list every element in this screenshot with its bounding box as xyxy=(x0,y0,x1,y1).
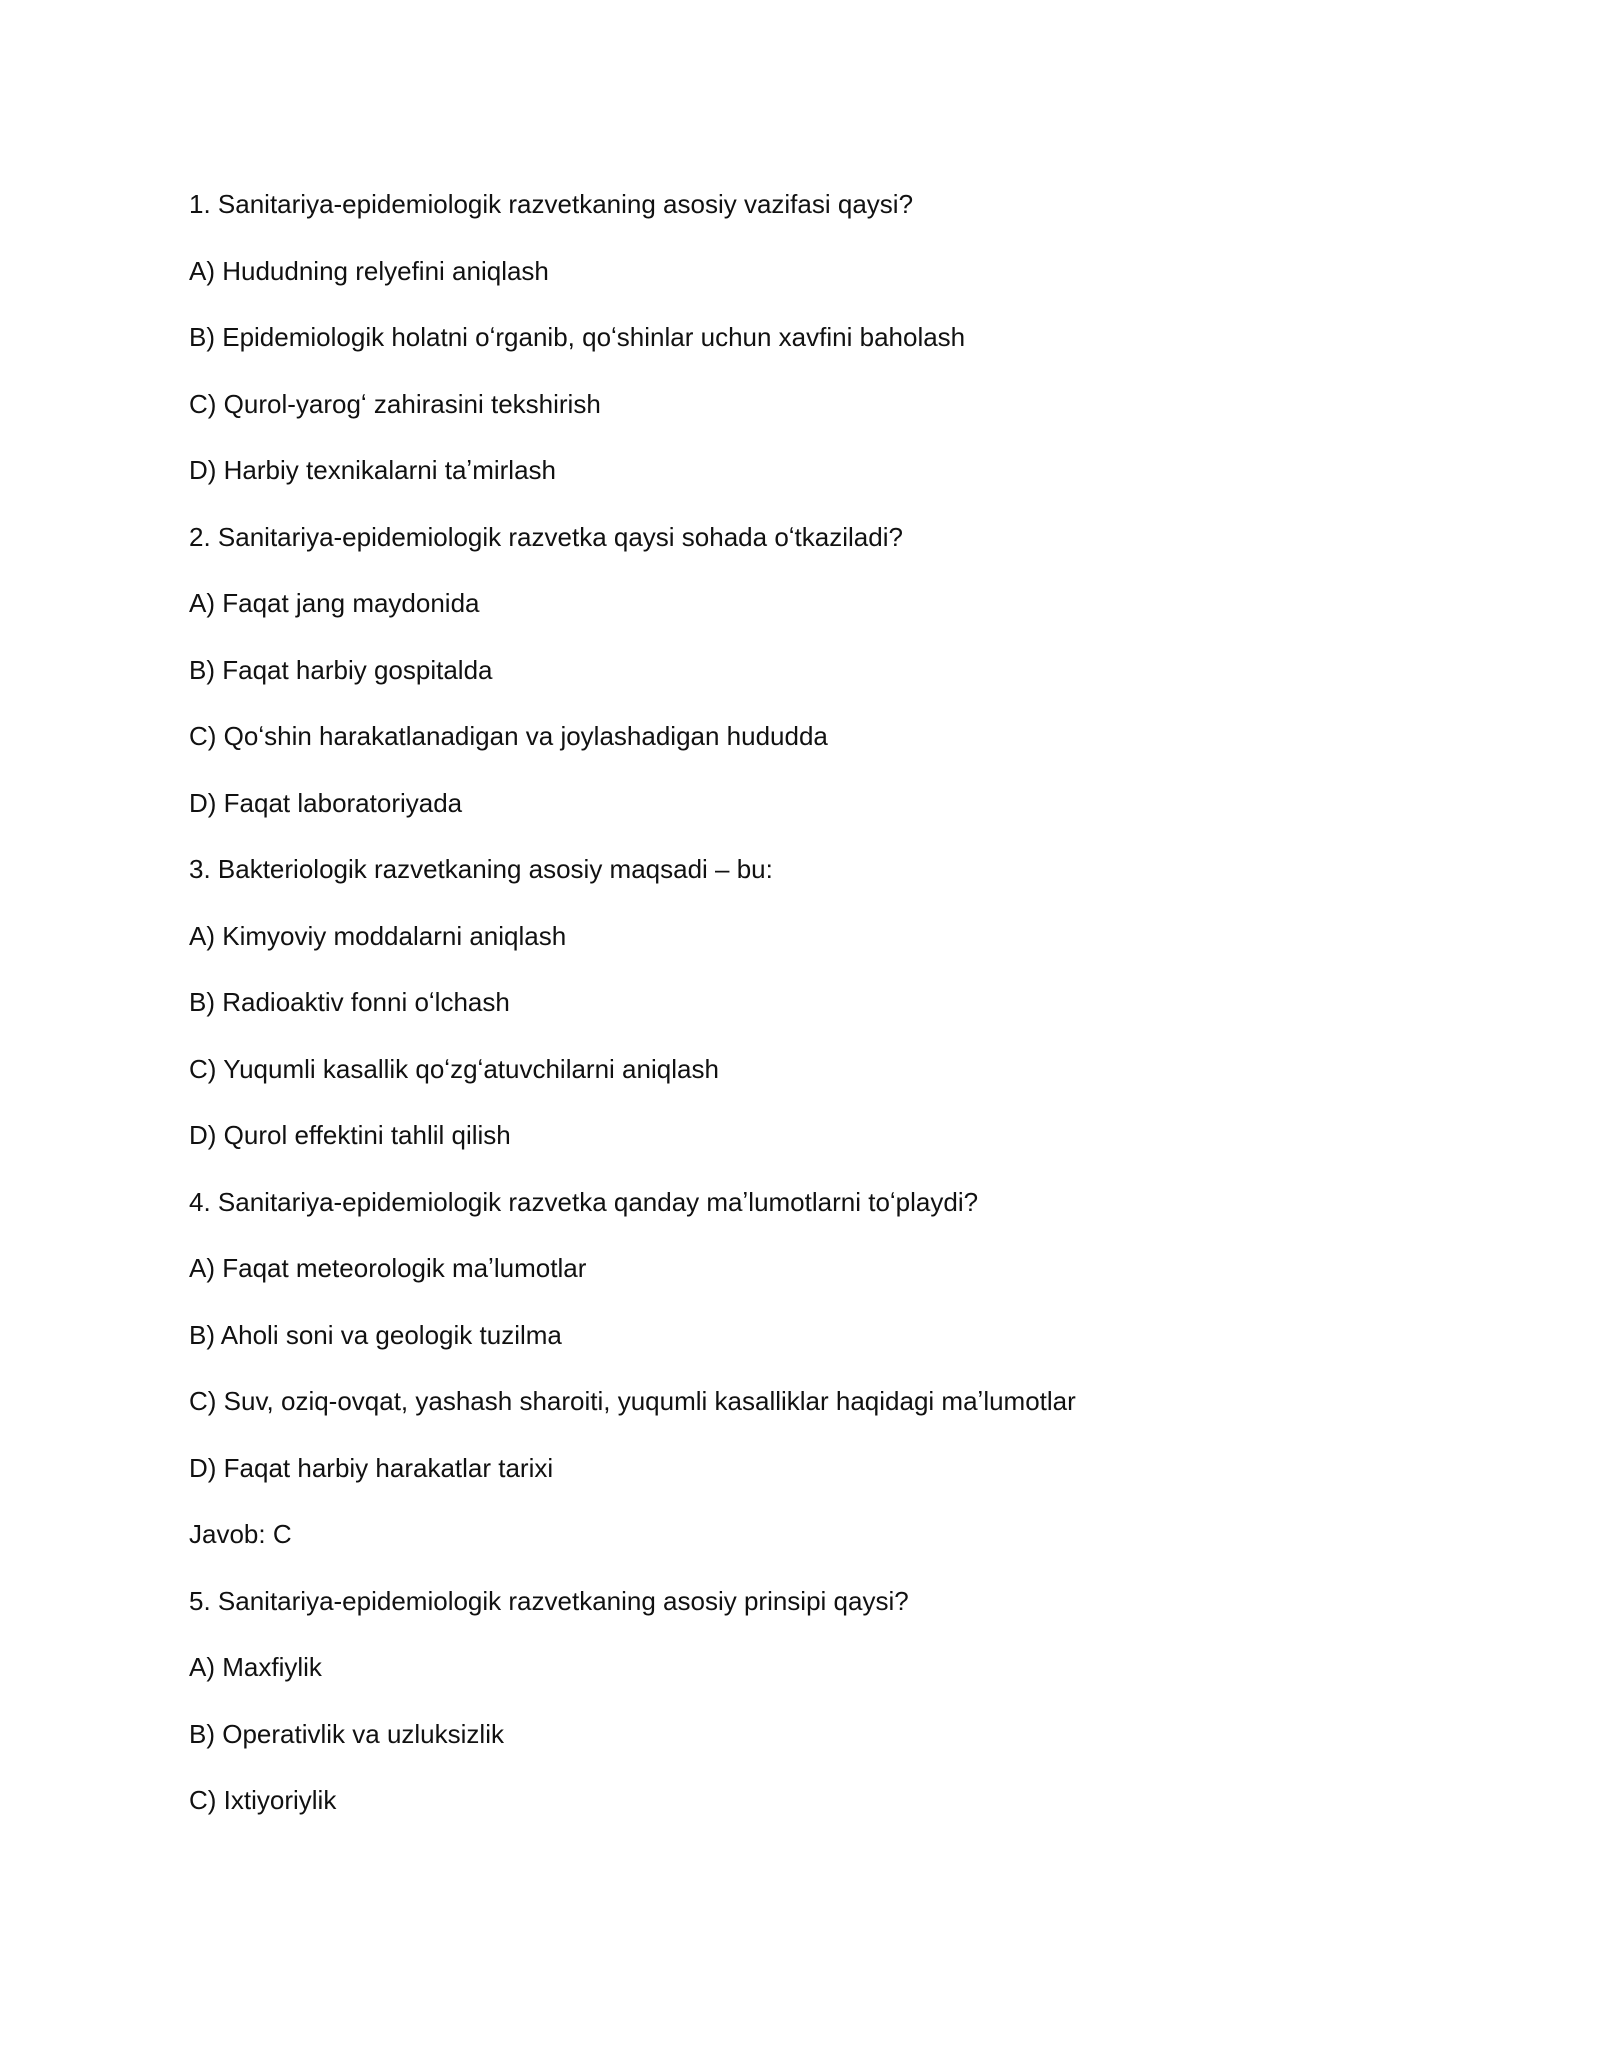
answer-option: C) Yuqumli kasallik qoʻzgʻatuvchilarni aniqlash xyxy=(189,1053,719,1084)
answer-option: D) Qurol effektini tahlil qilish xyxy=(189,1120,511,1150)
answer-option: B) Aholi soni va geologik tuzilma xyxy=(189,1319,562,1350)
answer-key: Javob: C xyxy=(189,1519,292,1549)
question-2: 2. Sanitariya-epidemiologik razvetka qaysi sohada oʻtkaziladi? xyxy=(189,521,903,552)
answer-option: D) Faqat harbiy harakatlar tarixi xyxy=(189,1452,554,1483)
answer-option: A) Faqat meteorologik maʼlumotlar xyxy=(189,1253,587,1283)
answer-option: A) Faqat jang maydonida xyxy=(189,588,480,618)
answer-option: C) Qurol-yarogʻ zahirasini tekshirish xyxy=(189,388,601,419)
answer-option: A) Hududning relyefini aniqlash xyxy=(189,255,549,286)
question-1: 1. Sanitariya-epidemiologik razvetkaning asosiy vazifasi qaysi? xyxy=(189,189,914,219)
answer-option: D) Faqat laboratoriyada xyxy=(189,787,463,818)
answer-option: B) Operativlik va uzluksizlik xyxy=(189,1718,504,1749)
document-body xyxy=(189,186,1409,1849)
answer-option: C) Qoʻshin harakatlanadigan va joylashadigan hududda xyxy=(189,721,828,751)
answer-option: D) Harbiy texnikalarni taʼmirlash xyxy=(189,455,556,485)
answer-option: C) Suv, oziq-ovqat, yashash sharoiti, yuqumli kasalliklar haqidagi maʼlumotlar xyxy=(189,1386,1076,1416)
answer-option: B) Epidemiologik holatni oʻrganib, qoʻshinlar uchun xavfini baholash xyxy=(189,322,966,352)
question-4: 4. Sanitariya-epidemiologik razvetka qanday maʼlumotlarni toʻplaydi? xyxy=(189,1186,979,1217)
answer-option: A) Kimyoviy moddalarni aniqlash xyxy=(189,920,567,951)
answer-option: B) Faqat harbiy gospitalda xyxy=(189,654,493,685)
answer-option: B) Radioaktiv fonni oʻlchash xyxy=(189,987,510,1017)
question-5: 5. Sanitariya-epidemiologik razvetkaning asosiy prinsipi qaysi? xyxy=(189,1585,909,1616)
answer-option: C) Ixtiyoriylik xyxy=(189,1785,337,1815)
answer-option: A) Maxfiylik xyxy=(189,1652,322,1682)
question-3: 3. Bakteriologik razvetkaning asosiy maqsadi – bu: xyxy=(189,854,773,884)
